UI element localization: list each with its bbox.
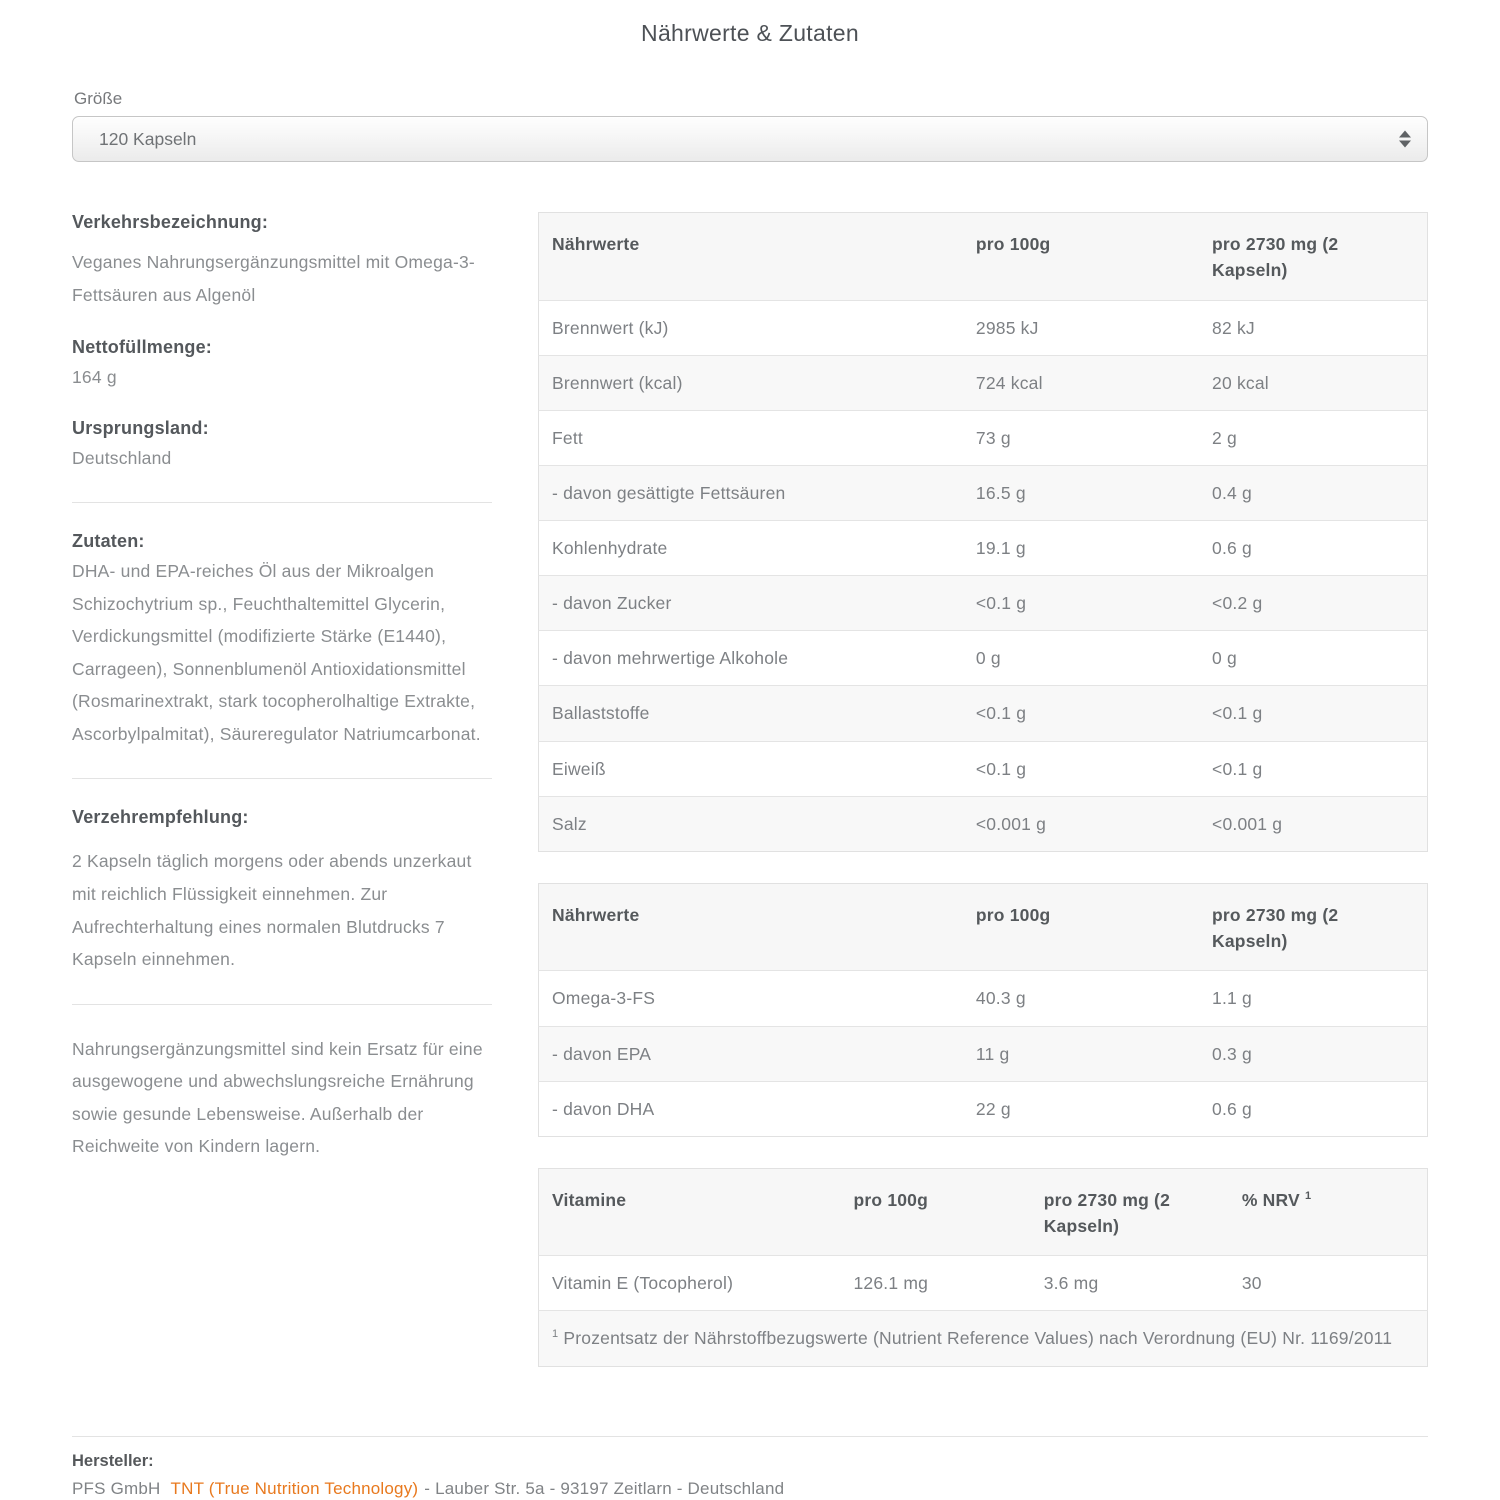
value-per-100g: <0.1 g: [975, 758, 1027, 779]
value-per-100g: <0.1 g: [975, 593, 1027, 614]
value-per-100g: 2985 kJ: [975, 317, 1039, 338]
value-per-100g: 0 g: [975, 648, 1001, 669]
table-row: [539, 355, 1428, 410]
value-per-100g: 40.3 g: [975, 988, 1026, 1009]
row-label: - davon mehrwertige Alkohole: [552, 648, 789, 669]
footnote-row: [539, 1311, 1428, 1366]
manufacturer-company: PFS GmbH: [72, 1478, 161, 1498]
value-per-100g: 11 g: [975, 1043, 1010, 1064]
select-stepper-icon: [1399, 131, 1411, 148]
column-header: [1229, 1168, 1428, 1256]
size-select-value: 120 Kapseln: [99, 128, 197, 149]
table-row: [539, 300, 1428, 355]
footnote-text: Prozentsatz der Nährstoffbezugswerte (Nutrient Reference Values) nach Verordnung (EU) Nr. 1169/2011: [563, 1328, 1393, 1349]
nettofuellmenge-heading: Nettofüllmenge:: [72, 337, 212, 358]
value-per-serving: 0.3 g: [1212, 1043, 1252, 1064]
column-header: pro 100g: [963, 213, 1199, 301]
row-label: Fett: [552, 427, 583, 448]
page-title: Nährwerte & Zutaten: [641, 20, 859, 46]
disclaimer-text: Nahrungsergänzungsmittel sind kein Ersatz für eine ausgewogene und abwechslungsreiche Ernährung sowie gesunde Lebensweise. Außerhalb der Reichweite von Kindern lagern.: [72, 1038, 483, 1157]
value-nrv: 30: [1241, 1273, 1262, 1294]
value-per-serving: 20 kcal: [1212, 372, 1269, 393]
manufacturer-footer: [72, 1452, 1428, 1499]
row-label: Brennwert (kcal): [552, 372, 683, 393]
value-per-100g: 22 g: [975, 1098, 1011, 1119]
value-per-serving: <0.001 g: [1212, 813, 1283, 834]
column-header: pro 2730 mg (2 Kapseln): [1199, 883, 1427, 971]
product-info-column: [72, 212, 492, 1189]
verkehrsbezeichnung-heading: Verkehrsbezeichnung:: [72, 212, 269, 232]
zutaten-heading: Zutaten:: [72, 531, 145, 552]
value-per-serving: 1.1 g: [1212, 988, 1252, 1009]
row-label: Brennwert (kJ): [552, 317, 669, 338]
row-label: Eiweiß: [552, 758, 606, 779]
value-per-serving: 0.4 g: [1212, 482, 1252, 503]
section-divider: [72, 502, 492, 503]
table-row: [539, 521, 1428, 576]
value-per-100g: 724 kcal: [975, 372, 1043, 393]
table-row: [539, 465, 1428, 520]
table-row: [539, 1256, 1428, 1311]
value-per-100g: 126.1 mg: [853, 1273, 929, 1294]
chevron-up-icon: [1399, 131, 1411, 138]
nrv-superscript: 1: [1304, 1190, 1312, 1202]
column-header: pro 2730 mg (2 Kapseln): [1199, 213, 1427, 301]
column-header: pro 100g: [963, 883, 1199, 971]
zutaten-text: DHA- und EPA-reiches Öl aus der Mikroalgen Schizochytrium sp., Feuchthaltemittel Glycerin, Verdickungsmittel (modifizierte Stärke (E1440), Carrageen), Sonnenblumenöl Antioxidationsmittel (Rosmarinextrakt, stark tocopherolhaltige Extrakte, Ascorbylpalmitat), Säureregulator Natriumcarbonat.: [72, 561, 481, 744]
table-row: [539, 796, 1428, 851]
value-per-100g: <0.001 g: [975, 813, 1047, 834]
section-divider: [72, 1004, 492, 1005]
table-row: [539, 1026, 1428, 1081]
size-selector-block: [72, 89, 1428, 162]
column-header: pro 2730 mg (2 Kapseln): [1031, 1168, 1229, 1256]
row-label: Ballaststoffe: [552, 703, 650, 724]
value-per-serving: <0.2 g: [1212, 593, 1263, 614]
ursprungsland-text: Deutschland: [72, 447, 172, 468]
table-header-row: [539, 213, 1428, 301]
footnote-superscript: 1: [552, 1328, 559, 1341]
column-header: Nährwerte: [539, 213, 963, 301]
row-label: - davon DHA: [552, 1098, 655, 1119]
nrv-header-label: % NRV: [1241, 1189, 1300, 1210]
tables-column: [538, 212, 1428, 1398]
row-label: Salz: [552, 813, 587, 834]
table-row: [539, 1081, 1428, 1136]
value-per-serving: 2 g: [1212, 427, 1237, 448]
value-per-100g: 19.1 g: [975, 538, 1026, 559]
column-header: Vitamine: [539, 1168, 841, 1256]
manufacturer-line: [72, 1479, 1428, 1499]
brand-link[interactable]: TNT (True Nutrition Technology): [170, 1478, 419, 1498]
value-per-100g: 73 g: [975, 427, 1011, 448]
size-label: Größe: [74, 89, 123, 108]
omega3-table: [538, 883, 1428, 1137]
row-label: Vitamin E (Tocopherol): [552, 1273, 734, 1294]
value-per-serving: 0 g: [1212, 648, 1237, 669]
manufacturer-heading: Hersteller:: [72, 1451, 154, 1470]
row-label: - davon Zucker: [552, 593, 672, 614]
column-header: Nährwerte: [539, 883, 963, 971]
row-label: - davon gesättigte Fettsäuren: [552, 482, 786, 503]
nettofuellmenge-text: 164 g: [72, 367, 117, 388]
value-per-serving: <0.1 g: [1212, 758, 1263, 779]
value-per-serving: 0.6 g: [1212, 538, 1252, 559]
table-row: [539, 686, 1428, 741]
table-header-row: [539, 1168, 1428, 1256]
value-per-serving: 82 kJ: [1212, 317, 1255, 338]
row-label: Kohlenhydrate: [552, 538, 668, 559]
size-select[interactable]: [72, 116, 1428, 162]
value-per-serving: 3.6 mg: [1043, 1273, 1099, 1294]
manufacturer-address: - Lauber Str. 5a - 93197 Zeitlarn - Deutschland: [424, 1478, 785, 1498]
vitamin-table: [538, 1168, 1428, 1367]
verzehrempfehlung-heading: Verzehrempfehlung:: [72, 807, 249, 828]
value-per-100g: 16.5 g: [975, 482, 1026, 503]
table-row: [539, 576, 1428, 631]
nutrition-table: [538, 212, 1428, 852]
row-label: Omega-3-FS: [552, 988, 656, 1009]
column-header: pro 100g: [840, 1168, 1030, 1256]
table-header-row: [539, 883, 1428, 971]
footer-divider: [72, 1436, 1428, 1437]
value-per-100g: <0.1 g: [975, 703, 1027, 724]
table-row: [539, 971, 1428, 1026]
table-row: [539, 631, 1428, 686]
section-divider: [72, 778, 492, 779]
verzehrempfehlung-text: 2 Kapseln täglich morgens oder abends unzerkaut mit reichlich Flüssigkeit einnehmen. Zur Aufrechterhaltung eines normalen Blutdrucks 7 Kapseln einnehmen.: [72, 851, 472, 970]
table-row: [539, 741, 1428, 796]
value-per-serving: 0.6 g: [1212, 1098, 1252, 1119]
verkehrsbezeichnung-text: Veganes Nahrungsergänzungsmittel mit Omega-3-Fettsäuren aus Algenöl: [72, 252, 475, 305]
chevron-down-icon: [1399, 141, 1411, 148]
value-per-serving: <0.1 g: [1212, 703, 1263, 724]
content-columns: [72, 212, 1428, 1398]
table-row: [539, 410, 1428, 465]
ursprungsland-heading: Ursprungsland:: [72, 417, 209, 438]
footnote: [539, 1311, 1428, 1366]
row-label: - davon EPA: [552, 1043, 652, 1064]
